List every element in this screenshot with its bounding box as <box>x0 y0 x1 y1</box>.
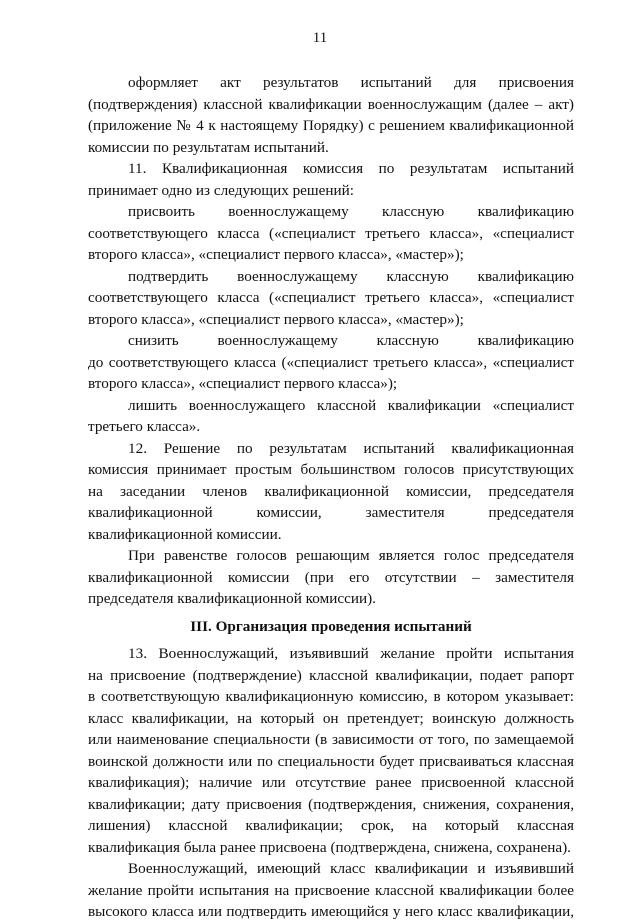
text-line: лишить военнослужащего классной квалификации «специалист <box>128 396 574 414</box>
text-line: снизить военнослужащему классную квалификацию <box>128 332 574 349</box>
text-line: или наименование специальности (в зависимости от того, по замещаемой <box>88 731 574 748</box>
page-number: 11 <box>312 30 328 46</box>
text-line: высокого класса или подтвердить имеющийся у него класс квалификации, <box>88 903 574 920</box>
text-line: квалификация была ранее присвоена (подтверждена, снижена, сохранена). <box>88 838 571 856</box>
text-block-1 <box>88 72 574 610</box>
text-line: квалификационной комиссии, заместителя председателя <box>88 504 574 521</box>
text-line: в соответствующую квалификационную комиссию, в котором указывает: <box>88 688 574 705</box>
section-heading: III. Организация проведения испытаний <box>190 617 472 635</box>
text-line: оформляет акт результатов испытаний для присвоения <box>128 74 574 91</box>
text-line: квалификации; дату присвоения (подтверждения, снижения, сохранения, <box>88 795 574 813</box>
text-line: соответствующего класса («специалист третьего класса», «специалист <box>88 289 574 306</box>
text-line: (подтверждения) классной квалификации военнослужащим (далее – акт) <box>88 95 574 113</box>
text-line: квалификационной комиссии. <box>88 525 282 543</box>
text-line: соответствующего класса («специалист третьего класса», «специалист <box>88 224 574 242</box>
text-line: председателя квалификационной комиссии). <box>88 590 376 607</box>
text-line: до соответствующего класса («специалист третьего класса», «специалист <box>88 353 574 371</box>
text-line: третьего класса». <box>88 418 201 435</box>
document-body <box>88 72 574 923</box>
text-line: квалификационной комиссии (при его отсутствии – заместителя <box>88 568 574 586</box>
text-block-2 <box>88 643 574 923</box>
text-line: подтвердить военнослужащему классную квалификацию <box>128 267 574 285</box>
text-line: квалификация); наличие или отсутствие ранее присвоенной классной <box>88 774 574 791</box>
text-line: воинской должности или по специальности будет присваиваться классная <box>88 752 574 770</box>
text-line: на присвоение (подтверждение) классной квалификации, подает рапорт <box>88 666 574 684</box>
text-line: 12. Решение по результатам испытаний квалификационная <box>128 439 574 457</box>
text-line: желание пройти испытания на присвоение классной квалификации более <box>88 881 574 899</box>
text-line: на заседании членов квалификационной комиссии, председателя <box>88 482 574 500</box>
text-line: Военнослужащий, имеющий класс квалификации и изъявивший <box>128 860 574 877</box>
text-line: второго класса», «специалист первого класса»); <box>88 375 398 392</box>
text-line: комиссии по результатам испытаний. <box>88 138 329 156</box>
text-line: класс квалификации, на который он претендует; воинскую должность <box>88 709 574 727</box>
text-line: 11. Квалификационная комиссия по результатам испытаний <box>128 160 574 177</box>
text-line: второго класса», «специалист первого класса», «мастер»); <box>88 246 464 263</box>
text-line: (приложение № 4 к настоящему Порядку) с решением квалификационной <box>88 117 574 134</box>
text-line: лишения) классной квалификации; срок, на который классная <box>88 817 574 834</box>
text-line: присвоить военнослужащему классную квалификацию <box>128 203 574 220</box>
text-line: При равенстве голосов решающим является голос председателя <box>128 547 574 564</box>
text-line: принимает одно из следующих решений: <box>88 181 354 199</box>
text-line: второго класса», «специалист первого класса», «мастер»); <box>88 310 464 328</box>
text-line: комиссия принимает простым большинством голосов присутствующих <box>88 461 574 478</box>
text-line: 13. Военнослужащий, изъявивший желание пройти испытания <box>128 645 574 662</box>
